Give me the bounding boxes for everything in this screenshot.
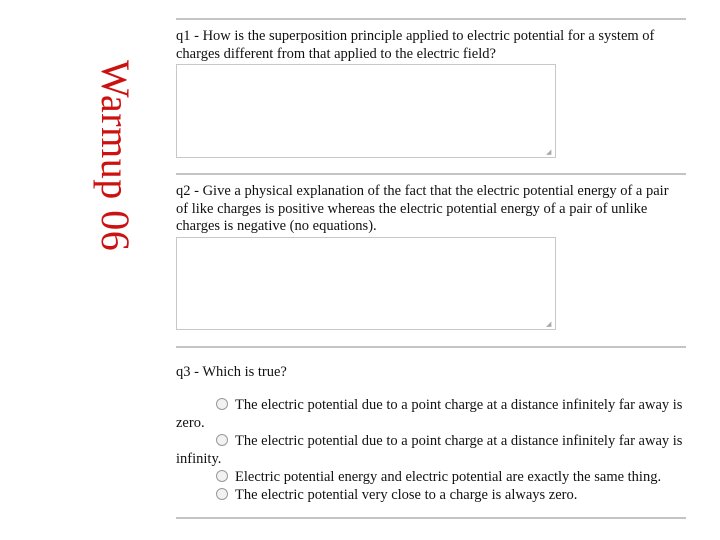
side-title: Warmup 06 [93,60,138,252]
divider-bottom [176,517,686,519]
divider-top [176,18,686,20]
radio-button-icon[interactable] [216,434,228,446]
question-3-options [176,396,686,504]
question-2-text: q2 - Give a physical explanation of the fact that the electric potential energy of a pair of like charges is positive whereas the electric potential energy of a pair of unlike charges is negative (no equations). [176,183,669,234]
resize-grip-icon[interactable]: ◢ [546,148,552,156]
option-4-label: The electric potential very close to a charge is always zero. [235,487,578,503]
option-3-label: Electric potential energy and electric potential are exactly the same thing. [235,469,662,485]
option-4 [176,486,686,504]
option-3 [176,468,686,486]
option-2-label: The electric potential due to a point charge at a distance infinitely far away is infinity. [176,433,683,467]
radio-button-icon[interactable] [216,470,228,482]
resize-grip-icon[interactable]: ◢ [546,320,552,328]
question-1-answer-field[interactable] [176,64,556,158]
option-2 [176,432,686,468]
question-3-text: q3 - Which is true? [176,364,287,380]
radio-button-icon[interactable] [216,488,228,500]
divider-2 [176,346,686,348]
divider-1 [176,173,686,175]
question-2-answer-field[interactable] [176,237,556,330]
question-1-text: q1 - How is the superposition principle applied to electric potential for a system of charges different from that applied to the electric field? [176,28,655,62]
option-1 [176,396,686,432]
option-1-label: The electric potential due to a point charge at a distance infinitely far away is zero. [176,397,683,431]
radio-button-icon[interactable] [216,398,228,410]
